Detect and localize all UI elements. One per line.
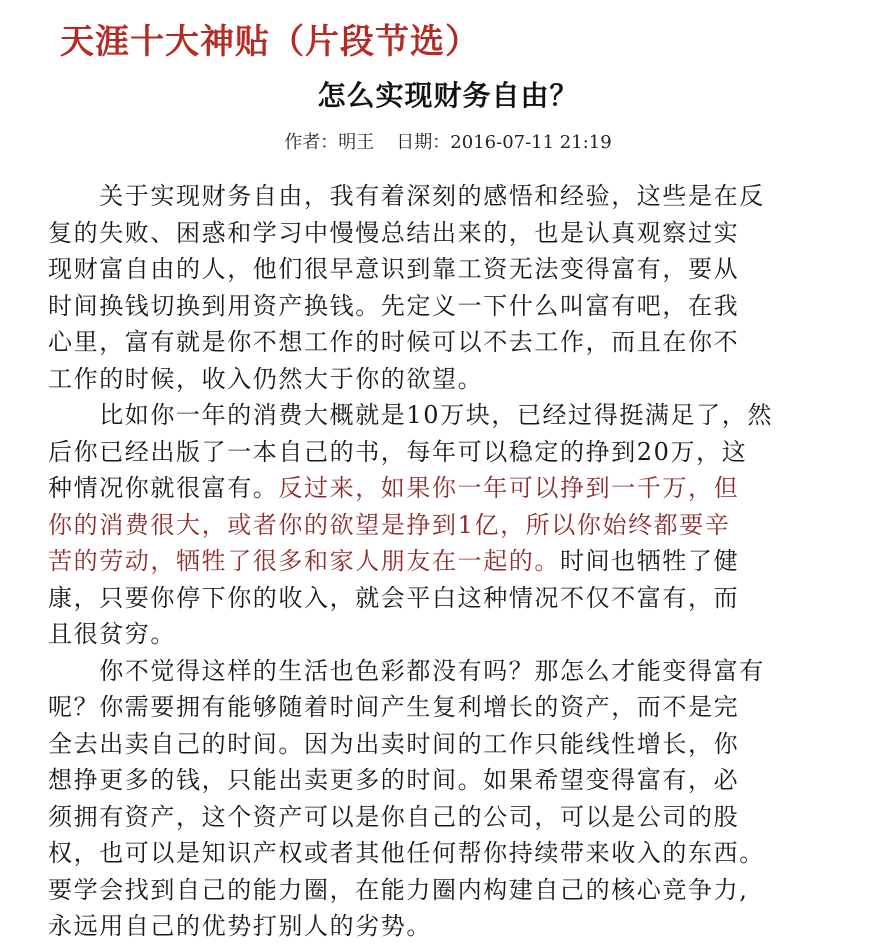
body-line [48, 470, 868, 507]
body-line [48, 689, 868, 726]
body-line [48, 653, 868, 690]
body-text-segment: 你不觉得这样的生活也色彩都没有吗？那怎么才能变得富有 [48, 656, 765, 685]
body-text-segment: 要学会找到自己的能力圈，在能力圈内构建自己的核心竞争力, [48, 875, 749, 904]
body-text-segment: 呢？你需要拥有能够随着时间产生复利增长的资产，而不是完 [48, 693, 740, 721]
body-text-segment: 比如你一年的消费大概就是10万块，已经过得挺满足了，然 [48, 401, 773, 429]
body-line [48, 799, 868, 836]
author-name: 明王 [338, 132, 375, 153]
body-line [48, 872, 868, 909]
highlighted-text: 反过来，如果你一年可以挣到一千万，但 [278, 474, 740, 502]
body-line [48, 507, 868, 544]
body-line [48, 361, 868, 398]
body-text-segment: 须拥有资产，这个资产可以是你自己的公司，可以是公司的股 [48, 802, 740, 831]
article-title: 怎么实现财务自由？ [317, 79, 579, 112]
publish-date: 2016-07-11 21:19 [450, 132, 612, 153]
body-text-segment: 时间换钱切换到用资产换钱。先定义一下什么叫富有吧，在我 [48, 291, 740, 320]
body-line [48, 762, 868, 799]
body-line [48, 580, 868, 617]
body-text-segment: 关于实现财务自由，我有着深刻的感悟和经验，这些是在反 [48, 182, 765, 210]
article-body [48, 178, 868, 945]
body-line [48, 726, 868, 763]
body-text-segment: 时间也牺牲了健 [560, 547, 740, 575]
body-text-segment: 永远用自己的优势打别人的劣势。 [48, 912, 432, 940]
body-text-segment: 想挣更多的钱，只能出卖更多的时间。如果希望变得富有，必 [48, 766, 740, 794]
body-line [48, 178, 868, 215]
body-text-segment: 现财富自由的人，他们很早意识到靠工资无法变得富有，要从 [48, 255, 740, 283]
byline [0, 128, 896, 154]
body-text-segment: 且很贫穷。 [48, 620, 176, 648]
body-line [48, 324, 868, 361]
highlighted-text: 苦的劳动，牺牲了很多和家人朋友在一起的。 [48, 547, 560, 575]
body-text-segment: 后你已经出版了一本自己的书，每年可以稳定的挣到20万，这 [48, 437, 748, 466]
body-text-segment: 心里，富有就是你不想工作的时候可以不去工作，而且在你不 [48, 328, 740, 356]
body-line [48, 251, 868, 288]
body-line [48, 908, 868, 945]
body-line [48, 616, 868, 653]
body-line [48, 835, 868, 872]
body-line [48, 215, 868, 252]
body-text-segment: 康，只要你停下你的收入，就会平白这种情况不仅不富有，而 [48, 583, 740, 612]
body-text-segment: 全去出卖自己的时间。因为出卖时间的工作只能线性增长，你 [48, 729, 740, 758]
body-line [48, 543, 868, 580]
body-text-segment: 复的失败、困惑和学习中慢慢总结出来的，也是认真观察过实 [48, 218, 740, 247]
body-line [48, 288, 868, 325]
body-line [48, 397, 868, 434]
body-text-segment: 种情况你就很富有。 [48, 474, 279, 502]
date-label: 日期： [396, 132, 451, 153]
series-title: 天涯十大神贴（片段节选） [60, 22, 480, 62]
body-text-segment: 工作的时候，收入仍然大于你的欲望。 [48, 364, 484, 393]
body-text-segment: 权，也可以是知识产权或者其他任何帮你持续带来收入的东西。 [48, 839, 765, 867]
highlighted-text: 你的消费很大，或者你的欲望是挣到1亿，所以你始终都要辛 [48, 510, 731, 539]
author-label: 作者： [284, 132, 339, 153]
body-line [48, 434, 868, 471]
